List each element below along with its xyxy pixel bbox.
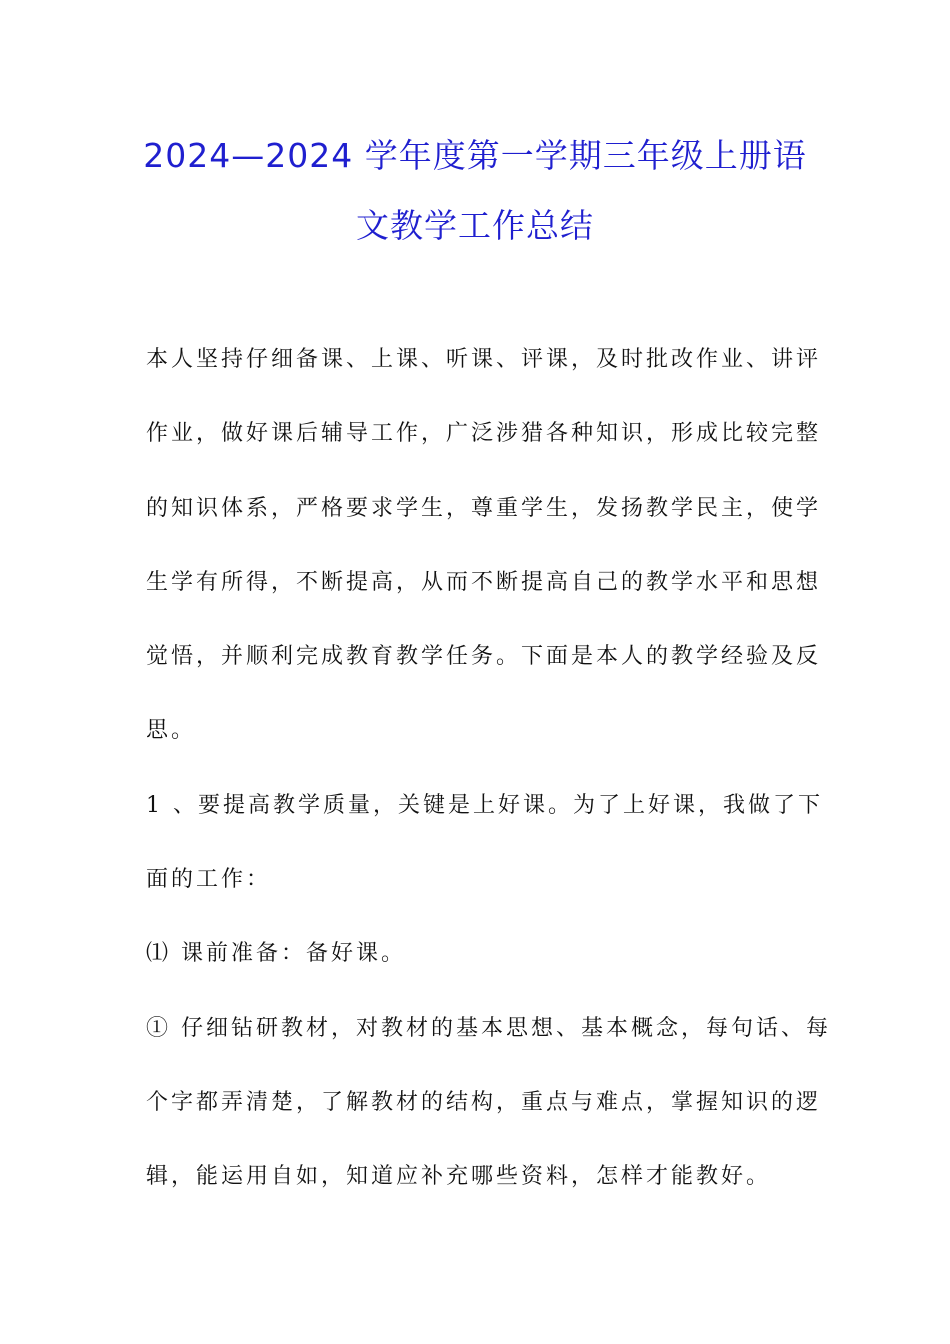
body-line-2: 作业，做好课后辅导工作，广泛涉猎各种知识，形成比较完整 [146,421,822,446]
body-line-5: 觉悟，并顺利完成教育教学任务。下面是本人的教学经验及反 [146,644,822,669]
body-line-6: 思。 [146,718,197,743]
body-line-8: 面的工作： [146,867,272,892]
body-line-4: 生学有所得，不断提高，从而不断提高自己的教学水平和思想 [146,570,822,595]
body-line-11: 个字都弄清楚，了解教材的结构，重点与难点，掌握知识的逻 [146,1090,822,1115]
body-line-1: 本人坚持仔细备课、上课、听课、评课，及时批改作业、讲评 [146,347,822,372]
body-line-3: 的知识体系，严格要求学生，尊重学生，发扬教学民主，使学 [146,496,822,521]
body-line-12: 辑，能运用自如，知道应补充哪些资料，怎样才能教好。 [146,1164,772,1189]
body-line-9: ⑴ 课前准备：备好课。 [146,941,406,966]
document-title-line-1: 2024—2024 学年度第一学期三年级上册语 [143,136,807,175]
body-line-10: ① 仔细钻研教材，对教材的基本思想、基本概念，每句话、每 [146,1016,831,1041]
document-title-line-2: 文教学工作总结 [356,206,594,245]
body-line-7: 1 、要提高教学质量，关键是上好课。为了上好课，我做了下 [146,793,823,818]
